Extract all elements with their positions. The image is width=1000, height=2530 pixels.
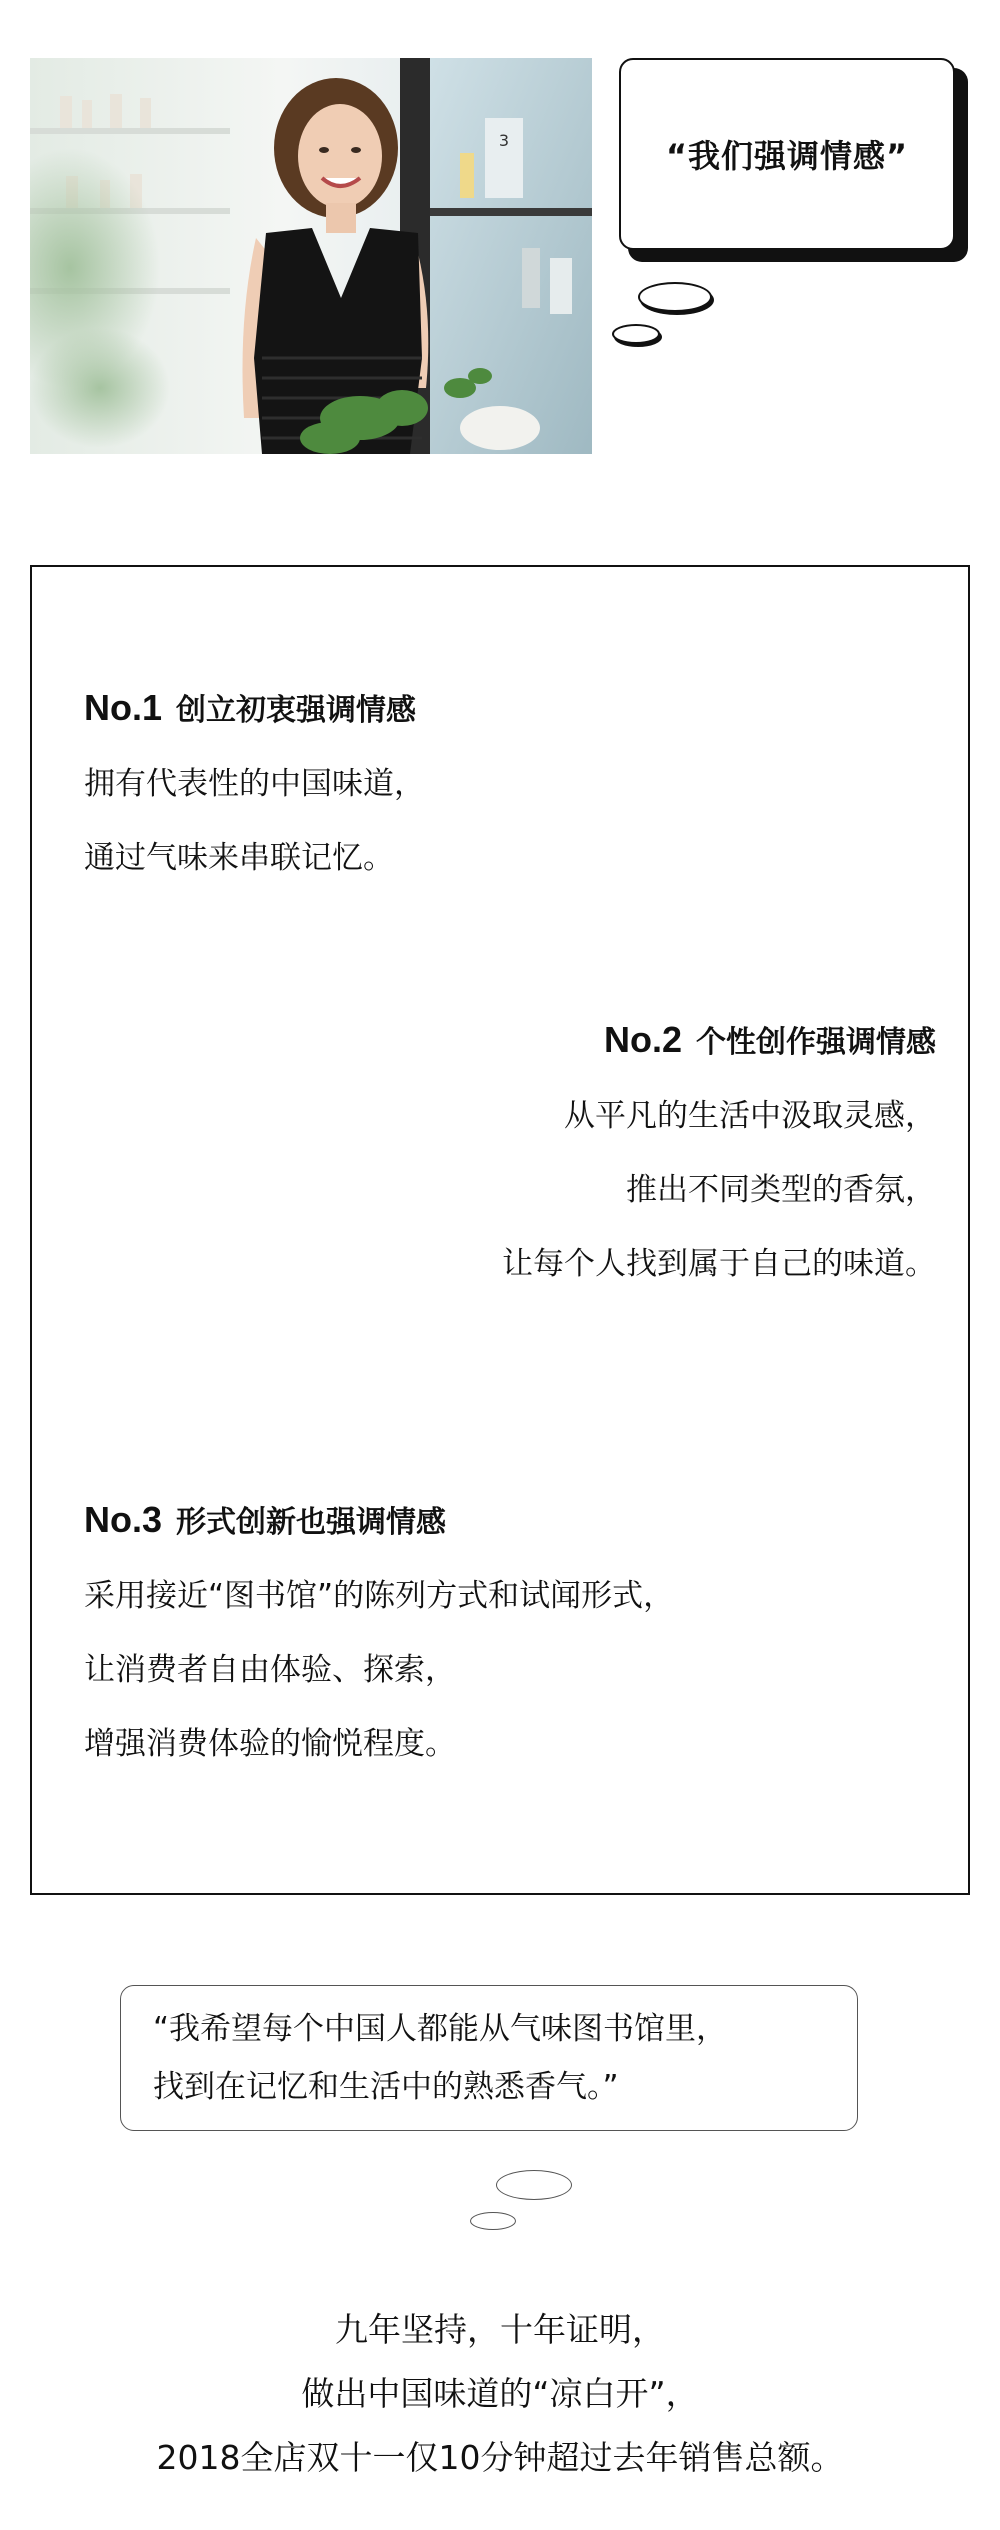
point-3-line: 让消费者自由体验、探索，: [84, 1652, 456, 1688]
thought-oval-small: [470, 2212, 516, 2230]
point-1-number: No.1: [84, 687, 163, 728]
closing-line: 做出中国味道的“凉白开”，: [301, 2374, 699, 2413]
quote-bubble: [120, 1985, 858, 2131]
thought-oval-large: [496, 2170, 572, 2200]
point-1-title: 创立初衷强调情感: [176, 693, 417, 728]
thought-oval-large: [638, 282, 712, 312]
point-3-number: No.3: [84, 1499, 163, 1540]
closing-line: 九年坚持，十年证明，: [335, 2310, 665, 2349]
closing-statement: [0, 2298, 1000, 2490]
point-3-heading: [84, 1497, 674, 1541]
closing-line: 2018全店双十一仅10分钟超过去年销售总额。: [156, 2438, 844, 2477]
founder-photo: [30, 58, 592, 454]
point-2-title: 个性创作强调情感: [696, 1025, 936, 1060]
quote-line: “我希望每个中国人都能从气味图书馆里，: [153, 2011, 728, 2047]
point-2-line: 推出不同类型的香氛，: [626, 1172, 936, 1208]
quote-line: 找到在记忆和生活中的熟悉香气。”: [153, 2069, 619, 2105]
point-2-heading: [502, 1017, 936, 1061]
point-3-line: 采用接近“图书馆”的陈列方式和试闻形式，: [84, 1578, 675, 1614]
point-3-line: 增强消费体验的愉悦程度。: [84, 1726, 456, 1762]
point-2-line: 让每个人找到属于自己的味道。: [502, 1246, 936, 1282]
point-1-line: 拥有代表性的中国味道，: [84, 766, 425, 802]
emotion-points-panel: [30, 565, 970, 1895]
callout-title: “我们强调情感”: [665, 137, 909, 175]
founder-photo-illustration: [30, 58, 592, 454]
point-2-line: 从平凡的生活中汲取灵感，: [564, 1098, 936, 1134]
point-1-line: 通过气味来串联记忆。: [84, 840, 394, 876]
svg-text:3: 3: [498, 131, 510, 150]
point-1: [84, 685, 425, 895]
point-3: [84, 1497, 674, 1781]
thought-oval-small: [612, 324, 660, 344]
callout-bubble: [619, 58, 955, 250]
point-2: [502, 1017, 936, 1301]
point-3-title: 形式创新也强调情感: [176, 1505, 447, 1540]
point-2-number: No.2: [603, 1019, 682, 1060]
point-1-heading: [84, 685, 425, 729]
